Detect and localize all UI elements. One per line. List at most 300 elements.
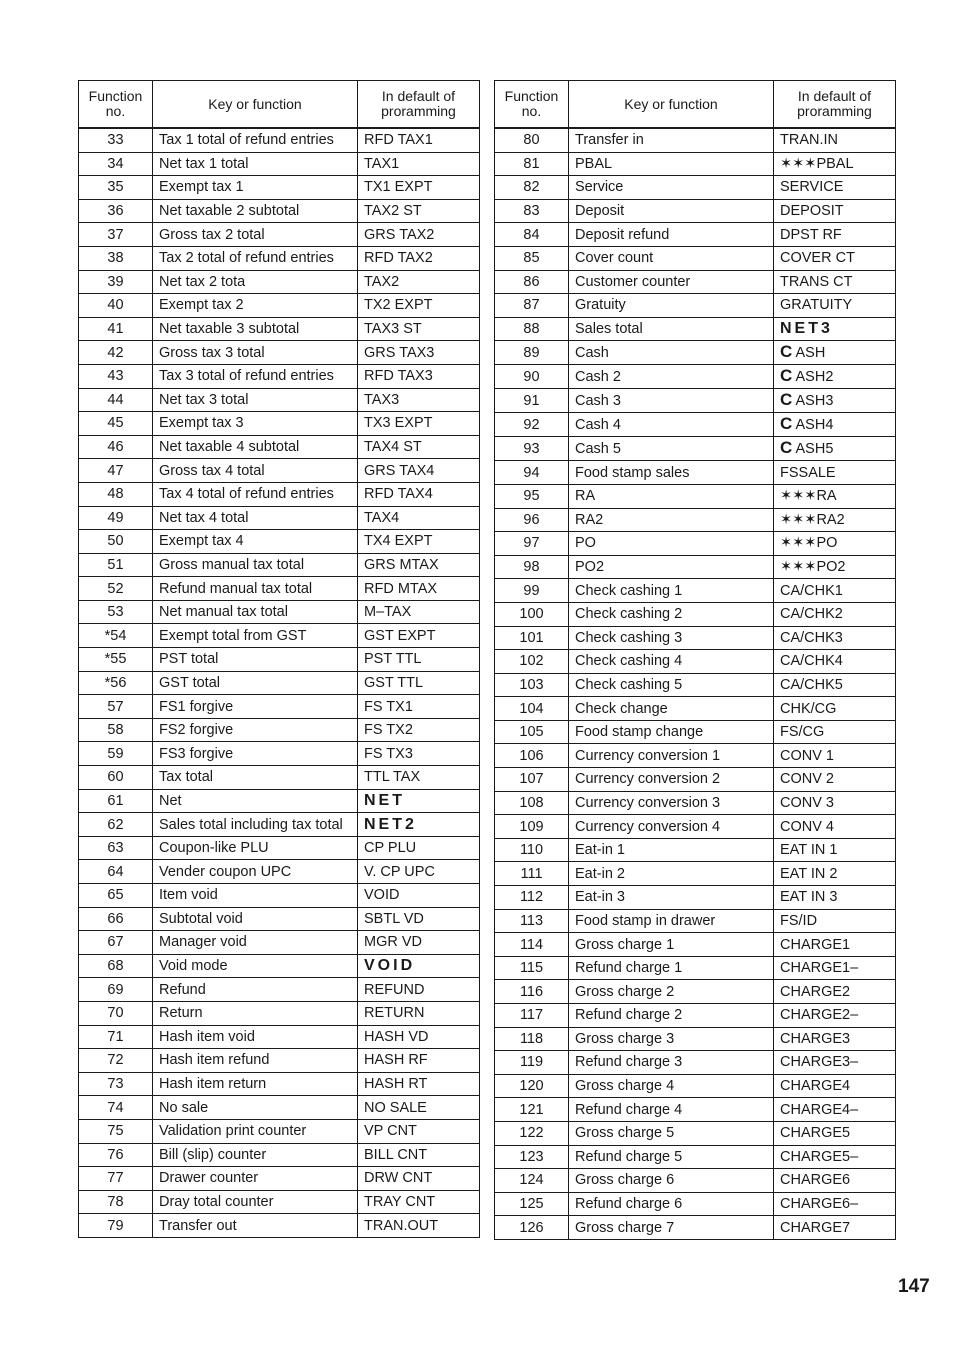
function-number-cell: 62	[79, 813, 153, 837]
table-row	[495, 199, 896, 223]
default-programming-cell: CA/CHK1	[774, 579, 896, 603]
key-function-cell: Net tax 1 total	[153, 152, 358, 176]
default-programming-cell: ✶✶✶RA	[774, 484, 896, 508]
function-number-cell: 84	[495, 223, 569, 247]
key-function-cell: Manager void	[153, 931, 358, 955]
default-programming-cell: CONV 3	[774, 791, 896, 815]
page-number: 147	[898, 1276, 930, 1297]
table-row	[495, 484, 896, 508]
key-function-cell: Tax total	[153, 766, 358, 790]
default-programming-cell: SBTL VD	[358, 907, 480, 931]
function-number-cell: 120	[495, 1074, 569, 1098]
function-number-cell: 57	[79, 695, 153, 719]
table-header-row	[79, 81, 480, 129]
key-function-cell: Refund manual tax total	[153, 577, 358, 601]
default-programming-cell: ✶✶✶PO2	[774, 555, 896, 579]
function-number-cell: 75	[79, 1119, 153, 1143]
key-function-cell: Check cashing 1	[569, 579, 774, 603]
function-number-cell: 41	[79, 317, 153, 341]
key-function-cell: Currency conversion 1	[569, 744, 774, 768]
key-function-cell: Cover count	[569, 246, 774, 270]
key-function-cell: Net manual tax total	[153, 600, 358, 624]
function-number-cell: 102	[495, 650, 569, 674]
table-row	[495, 365, 896, 389]
function-number-cell: 85	[495, 246, 569, 270]
default-programming-cell: CHARGE7	[774, 1216, 896, 1240]
default-programming-cell: ✶✶✶PBAL	[774, 152, 896, 176]
function-number-cell: 126	[495, 1216, 569, 1240]
default-programming-cell: CA/CHK3	[774, 626, 896, 650]
table-row	[495, 246, 896, 270]
key-function-cell: Cash	[569, 341, 774, 365]
table-row	[79, 364, 480, 388]
key-function-cell: Gross tax 2 total	[153, 223, 358, 247]
table-row	[495, 294, 896, 318]
key-function-cell: Customer counter	[569, 270, 774, 294]
default-programming-cell: TAX4	[358, 506, 480, 530]
table-row	[495, 1169, 896, 1193]
function-number-cell: 38	[79, 246, 153, 270]
key-function-cell: Refund charge 6	[569, 1192, 774, 1216]
key-function-cell: PST total	[153, 648, 358, 672]
default-programming-cell	[774, 389, 896, 413]
key-function-cell: FS1 forgive	[153, 695, 358, 719]
function-number-cell: 64	[79, 860, 153, 884]
key-function-cell: Gross charge 7	[569, 1216, 774, 1240]
table-row	[79, 176, 480, 200]
default-programming-cell: VOID	[358, 954, 480, 978]
default-programming-cell: CHARGE4–	[774, 1098, 896, 1122]
table-row	[79, 978, 480, 1002]
table-row	[79, 482, 480, 506]
default-programming-cell: TAX2	[358, 270, 480, 294]
function-number-cell: 124	[495, 1169, 569, 1193]
default-programming-cell: NO SALE	[358, 1096, 480, 1120]
key-function-cell: Net tax 4 total	[153, 506, 358, 530]
default-programming-cell: COVER CT	[774, 246, 896, 270]
function-number-cell: 125	[495, 1192, 569, 1216]
key-function-cell: Food stamp sales	[569, 461, 774, 485]
default-programming-cell: CHARGE1	[774, 933, 896, 957]
key-function-cell: Currency conversion 3	[569, 791, 774, 815]
key-function-cell: Check cashing 2	[569, 602, 774, 626]
function-number-cell: 43	[79, 364, 153, 388]
table-row	[79, 648, 480, 672]
function-number-cell: *56	[79, 671, 153, 695]
table-row	[79, 530, 480, 554]
function-number-cell: 70	[79, 1001, 153, 1025]
table-row	[79, 388, 480, 412]
table-row	[495, 602, 896, 626]
table-row	[79, 813, 480, 837]
key-function-cell: Gross manual tax total	[153, 553, 358, 577]
key-function-cell: Cash 3	[569, 389, 774, 413]
default-programming-cell: RFD TAX4	[358, 482, 480, 506]
function-number-cell: 74	[79, 1096, 153, 1120]
key-function-cell: RA	[569, 484, 774, 508]
key-function-cell: Tax 3 total of refund entries	[153, 364, 358, 388]
function-number-cell: *55	[79, 648, 153, 672]
function-number-cell: 42	[79, 341, 153, 365]
function-number-cell: 122	[495, 1121, 569, 1145]
function-number-cell: 89	[495, 341, 569, 365]
function-number-cell: 36	[79, 199, 153, 223]
key-function-cell: Check cashing 3	[569, 626, 774, 650]
default-programming-cell: M–TAX	[358, 600, 480, 624]
table-row	[79, 1167, 480, 1191]
default-programming-cell	[774, 413, 896, 437]
function-number-cell: 98	[495, 555, 569, 579]
function-table-right	[494, 80, 896, 1240]
default-programming-cell: DEPOSIT	[774, 199, 896, 223]
default-programming-cell: PST TTL	[358, 648, 480, 672]
default-programming-cell: TRAN.IN	[774, 128, 896, 152]
function-number-cell: 37	[79, 223, 153, 247]
key-function-cell: Food stamp in drawer	[569, 909, 774, 933]
default-programming-cell: DRW CNT	[358, 1167, 480, 1191]
function-number-cell: 96	[495, 508, 569, 532]
key-function-cell: Refund charge 1	[569, 956, 774, 980]
key-function-cell: Gross charge 2	[569, 980, 774, 1004]
default-programming-cell: CA/CHK5	[774, 673, 896, 697]
key-function-cell: Bill (slip) counter	[153, 1143, 358, 1167]
default-programming-cell: TRAY CNT	[358, 1190, 480, 1214]
key-function-cell: Cash 4	[569, 413, 774, 437]
default-first-letter: C	[780, 414, 793, 434]
key-function-cell: Void mode	[153, 954, 358, 978]
table-row	[495, 1027, 896, 1051]
key-function-cell: Eat-in 3	[569, 886, 774, 910]
default-programming-cell: DPST RF	[774, 223, 896, 247]
function-number-cell: 67	[79, 931, 153, 955]
function-number-cell: 95	[495, 484, 569, 508]
function-number-cell: 60	[79, 766, 153, 790]
key-function-cell: Gross charge 3	[569, 1027, 774, 1051]
function-number-cell: 81	[495, 152, 569, 176]
default-programming-cell	[774, 341, 896, 365]
table-row	[79, 907, 480, 931]
key-function-cell: Refund charge 5	[569, 1145, 774, 1169]
default-first-letter: C	[780, 390, 793, 410]
table-row	[495, 176, 896, 200]
default-programming-cell: CHARGE6	[774, 1169, 896, 1193]
key-function-cell: Currency conversion 4	[569, 815, 774, 839]
table-row	[495, 1145, 896, 1169]
default-programming-cell: HASH VD	[358, 1025, 480, 1049]
default-programming-cell: ✶✶✶RA2	[774, 508, 896, 532]
default-first-letter: C	[780, 342, 793, 362]
default-rest-text: ASH4	[792, 417, 834, 434]
key-function-cell: No sale	[153, 1096, 358, 1120]
table-row	[79, 128, 480, 152]
default-programming-cell: VP CNT	[358, 1119, 480, 1143]
default-programming-cell: CHK/CG	[774, 697, 896, 721]
table-row	[495, 270, 896, 294]
default-programming-cell: GRATUITY	[774, 294, 896, 318]
table-row	[495, 673, 896, 697]
function-number-cell: 88	[495, 317, 569, 341]
function-number-cell: 40	[79, 294, 153, 318]
default-programming-cell: TX2 EXPT	[358, 294, 480, 318]
table-row	[79, 270, 480, 294]
default-rest-text: ASH5	[792, 441, 834, 458]
table-row	[495, 768, 896, 792]
default-programming-cell: TTL TAX	[358, 766, 480, 790]
default-programming-cell: EAT IN 2	[774, 862, 896, 886]
function-number-cell: 63	[79, 836, 153, 860]
function-number-cell: 47	[79, 459, 153, 483]
function-number-cell: 51	[79, 553, 153, 577]
table-row	[495, 152, 896, 176]
key-function-cell: Refund charge 2	[569, 1004, 774, 1028]
table-row	[79, 789, 480, 813]
function-number-cell: 79	[79, 1214, 153, 1238]
key-function-cell: Gross charge 5	[569, 1121, 774, 1145]
table-row	[495, 791, 896, 815]
table-row	[495, 815, 896, 839]
default-programming-cell: SERVICE	[774, 176, 896, 200]
default-programming-cell: CONV 1	[774, 744, 896, 768]
function-number-cell: 83	[495, 199, 569, 223]
function-number-cell: 97	[495, 532, 569, 556]
function-number-cell: 53	[79, 600, 153, 624]
default-programming-cell: GRS TAX4	[358, 459, 480, 483]
key-function-cell: Hash item refund	[153, 1049, 358, 1073]
table-row	[495, 862, 896, 886]
function-number-cell: 34	[79, 152, 153, 176]
table-row	[79, 1001, 480, 1025]
key-function-cell: Tax 1 total of refund entries	[153, 128, 358, 152]
table-row	[495, 389, 896, 413]
table-row	[79, 742, 480, 766]
key-function-cell: Check cashing 4	[569, 650, 774, 674]
function-number-cell: 93	[495, 437, 569, 461]
key-function-cell: FS2 forgive	[153, 718, 358, 742]
default-programming-cell: CHARGE6–	[774, 1192, 896, 1216]
function-number-cell: 76	[79, 1143, 153, 1167]
function-number-cell: 91	[495, 389, 569, 413]
key-function-cell: Gross charge 1	[569, 933, 774, 957]
function-number-cell: *54	[79, 624, 153, 648]
table-row	[79, 954, 480, 978]
default-programming-cell: NET	[358, 789, 480, 813]
key-function-cell: Exempt tax 1	[153, 176, 358, 200]
key-function-cell: Net taxable 3 subtotal	[153, 317, 358, 341]
function-number-cell: 82	[495, 176, 569, 200]
function-number-cell: 101	[495, 626, 569, 650]
default-programming-cell: CHARGE3–	[774, 1051, 896, 1075]
key-function-cell: Transfer out	[153, 1214, 358, 1238]
table-row	[495, 461, 896, 485]
function-number-cell: 110	[495, 838, 569, 862]
default-programming-cell: GST TTL	[358, 671, 480, 695]
default-programming-cell: ✶✶✶PO	[774, 532, 896, 556]
function-number-cell: 116	[495, 980, 569, 1004]
table-row	[79, 1025, 480, 1049]
default-programming-cell: TX3 EXPT	[358, 412, 480, 436]
key-function-cell: Gross tax 4 total	[153, 459, 358, 483]
table-row	[495, 1074, 896, 1098]
table-row	[495, 838, 896, 862]
default-programming-cell: RFD MTAX	[358, 577, 480, 601]
default-programming-cell: RFD TAX3	[358, 364, 480, 388]
default-programming-cell: CHARGE5	[774, 1121, 896, 1145]
key-function-cell: Deposit	[569, 199, 774, 223]
table-row	[495, 128, 896, 152]
function-number-cell: 48	[79, 482, 153, 506]
default-programming-cell: VOID	[358, 884, 480, 908]
default-programming-cell: CHARGE5–	[774, 1145, 896, 1169]
function-number-cell: 80	[495, 128, 569, 152]
key-function-cell: Refund charge 4	[569, 1098, 774, 1122]
default-programming-cell: EAT IN 1	[774, 838, 896, 862]
function-number-cell: 77	[79, 1167, 153, 1191]
default-programming-cell: CA/CHK4	[774, 650, 896, 674]
default-programming-cell: CP PLU	[358, 836, 480, 860]
default-programming-cell: HASH RT	[358, 1072, 480, 1096]
table-row	[495, 317, 896, 341]
default-programming-cell: GRS MTAX	[358, 553, 480, 577]
default-programming-cell: CHARGE1–	[774, 956, 896, 980]
default-programming-cell: FS/ID	[774, 909, 896, 933]
key-function-cell: Coupon-like PLU	[153, 836, 358, 860]
key-function-cell: Exempt tax 4	[153, 530, 358, 554]
table-row	[495, 650, 896, 674]
function-number-cell: 35	[79, 176, 153, 200]
function-number-cell: 92	[495, 413, 569, 437]
function-number-cell: 86	[495, 270, 569, 294]
function-number-cell: 111	[495, 862, 569, 886]
function-number-cell: 123	[495, 1145, 569, 1169]
table-row	[495, 341, 896, 365]
key-function-cell: PBAL	[569, 152, 774, 176]
table-row	[79, 718, 480, 742]
function-number-cell: 66	[79, 907, 153, 931]
key-function-cell: Gratuity	[569, 294, 774, 318]
function-number-cell: 78	[79, 1190, 153, 1214]
key-function-cell: PO	[569, 532, 774, 556]
default-programming-cell: TAX3	[358, 388, 480, 412]
function-number-cell: 109	[495, 815, 569, 839]
default-programming-cell: V. CP UPC	[358, 860, 480, 884]
function-number-cell: 103	[495, 673, 569, 697]
default-programming-cell: CHARGE2–	[774, 1004, 896, 1028]
function-number-cell: 52	[79, 577, 153, 601]
function-number-cell: 99	[495, 579, 569, 603]
function-number-cell: 45	[79, 412, 153, 436]
table-row	[79, 1072, 480, 1096]
function-number-cell: 114	[495, 933, 569, 957]
header-key-or-function: Key or function	[569, 81, 774, 129]
key-function-cell: Drawer counter	[153, 1167, 358, 1191]
table-body-right	[495, 128, 896, 1239]
default-programming-cell: CONV 4	[774, 815, 896, 839]
table-header-row	[495, 81, 896, 129]
default-programming-cell: TRANS CT	[774, 270, 896, 294]
table-row	[79, 695, 480, 719]
table-row	[79, 624, 480, 648]
key-function-cell: Check change	[569, 697, 774, 721]
function-number-cell: 108	[495, 791, 569, 815]
function-number-cell: 44	[79, 388, 153, 412]
table-row	[495, 437, 896, 461]
function-number-cell: 94	[495, 461, 569, 485]
default-rest-text: ASH3	[792, 393, 834, 410]
function-number-cell: 46	[79, 435, 153, 459]
key-function-cell: Net tax 2 tota	[153, 270, 358, 294]
key-function-cell: Net tax 3 total	[153, 388, 358, 412]
key-function-cell: Cash 2	[569, 365, 774, 389]
key-function-cell: Vender coupon UPC	[153, 860, 358, 884]
key-function-cell: Exempt tax 2	[153, 294, 358, 318]
key-function-cell: Exempt tax 3	[153, 412, 358, 436]
default-programming-cell: FS/CG	[774, 720, 896, 744]
table-row	[495, 956, 896, 980]
default-programming-cell: FSSALE	[774, 461, 896, 485]
default-programming-cell: MGR VD	[358, 931, 480, 955]
header-function-no: Function no.	[495, 81, 569, 129]
default-first-letter: C	[780, 438, 793, 458]
table-row	[79, 577, 480, 601]
default-programming-cell	[774, 365, 896, 389]
key-function-cell: Item void	[153, 884, 358, 908]
function-number-cell: 100	[495, 602, 569, 626]
function-number-cell: 105	[495, 720, 569, 744]
table-row	[495, 744, 896, 768]
function-number-cell: 113	[495, 909, 569, 933]
key-function-cell: Net	[153, 789, 358, 813]
key-function-cell: PO2	[569, 555, 774, 579]
key-function-cell: Service	[569, 176, 774, 200]
table-row	[495, 720, 896, 744]
table-row	[495, 532, 896, 556]
header-key-or-function: Key or function	[153, 81, 358, 129]
table-row	[79, 1096, 480, 1120]
key-function-cell: Gross charge 6	[569, 1169, 774, 1193]
function-number-cell: 106	[495, 744, 569, 768]
table-row	[79, 459, 480, 483]
header-default-programming: In default of proramming	[358, 81, 480, 129]
function-number-cell: 58	[79, 718, 153, 742]
table-row	[79, 294, 480, 318]
function-number-cell: 68	[79, 954, 153, 978]
table-row	[79, 1190, 480, 1214]
function-number-cell: 115	[495, 956, 569, 980]
key-function-cell: Exempt total from GST	[153, 624, 358, 648]
default-programming-cell: TX1 EXPT	[358, 176, 480, 200]
default-programming-cell: FS TX1	[358, 695, 480, 719]
default-programming-cell: TAX2 ST	[358, 199, 480, 223]
function-number-cell: 50	[79, 530, 153, 554]
default-programming-cell: RETURN	[358, 1001, 480, 1025]
default-programming-cell: GRS TAX2	[358, 223, 480, 247]
default-programming-cell: TAX1	[358, 152, 480, 176]
table-row	[79, 1049, 480, 1073]
default-programming-cell: BILL CNT	[358, 1143, 480, 1167]
table-row	[79, 317, 480, 341]
function-number-cell: 72	[79, 1049, 153, 1073]
default-programming-cell: NET3	[774, 317, 896, 341]
function-number-cell: 119	[495, 1051, 569, 1075]
function-number-cell: 49	[79, 506, 153, 530]
table-row	[495, 933, 896, 957]
key-function-cell: Refund charge 3	[569, 1051, 774, 1075]
default-programming-cell: RFD TAX2	[358, 246, 480, 270]
table-row	[495, 1192, 896, 1216]
default-programming-cell: CA/CHK2	[774, 602, 896, 626]
key-function-cell: Food stamp change	[569, 720, 774, 744]
table-row	[495, 1098, 896, 1122]
